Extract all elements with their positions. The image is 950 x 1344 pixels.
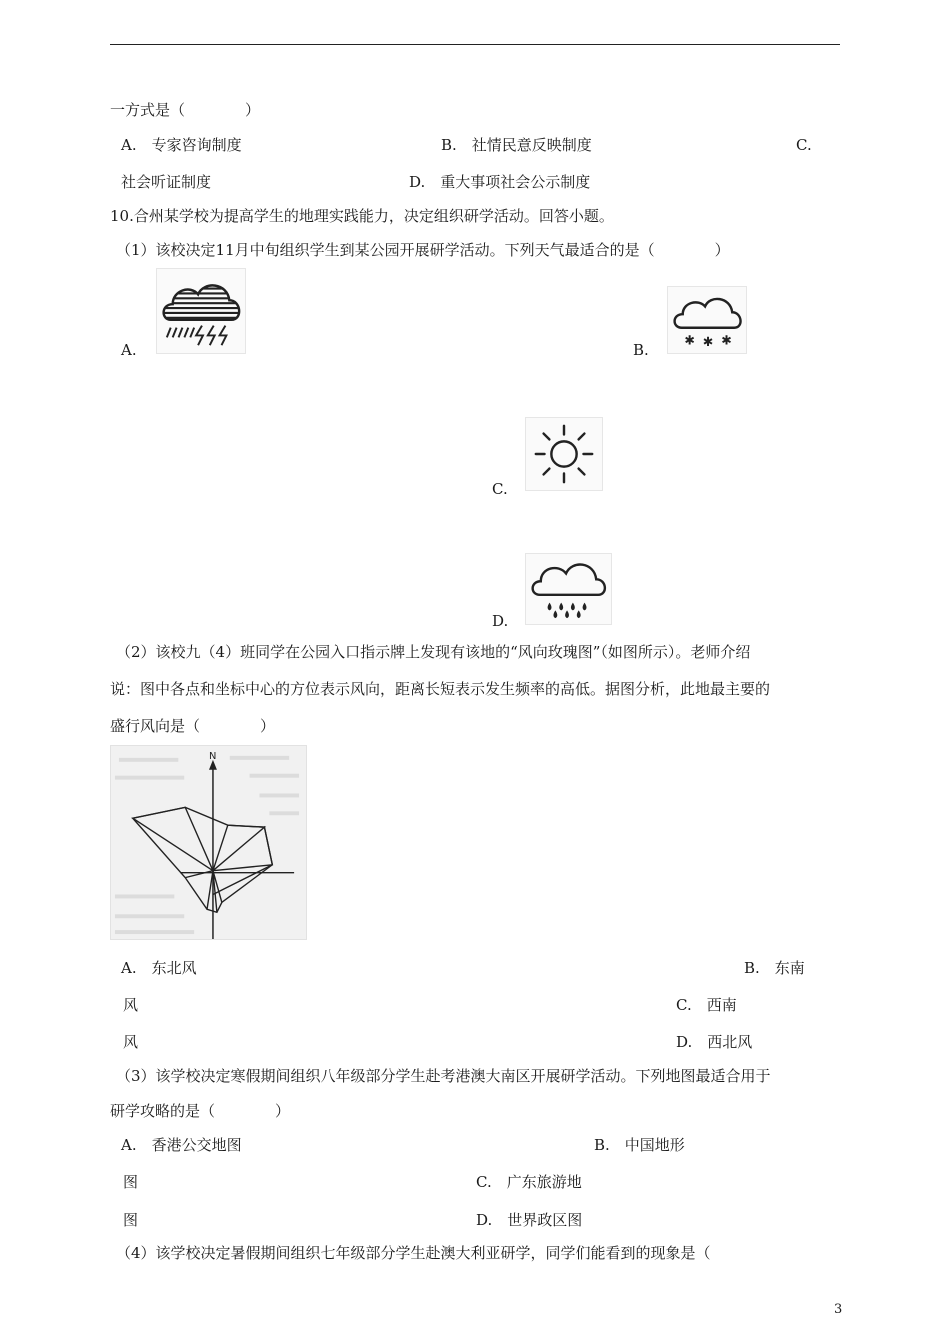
q9-option-b: B. 社情民意反映制度 [441, 136, 592, 154]
sub2-option-d: D. 西北风 [676, 1033, 753, 1051]
thunderstorm-icon [156, 268, 246, 354]
rain-icon [525, 553, 612, 625]
wind-rose-figure [110, 745, 307, 940]
sub2-option-b-end: 风 [123, 996, 139, 1014]
page-number: 3 [834, 1302, 843, 1317]
sub3-option-b-start: B. 中国地形 [594, 1136, 685, 1154]
q9-option-c-text: 社会听证制度 [121, 173, 212, 191]
sub3-option-d: D. 世界政区图 [476, 1211, 583, 1229]
sub1-label-d: D. [492, 612, 509, 630]
sub3-option-b-end: 图 [123, 1173, 139, 1191]
q10-sub4-question: （4）该学校决定暑假期间组织七年级部分学生赴澳大利亚研学，同学们能看到的现象是（ [116, 1244, 711, 1262]
q9-option-a: A. 专家咨询制度 [121, 136, 242, 154]
svg-text:✱: ✱ [721, 332, 732, 348]
sub1-label-c: C. [492, 480, 508, 498]
sub2-option-b-start: B. 东南 [744, 959, 805, 977]
q10-sub1-question: （1）该校决定11月中旬组织学生到某公园开展研学活动。下列天气最适合的是（ ） [116, 241, 730, 259]
sub3-option-a: A. 香港公交地图 [121, 1136, 242, 1154]
q9-option-c-letter: C. [796, 136, 812, 154]
sub3-option-c-end: 图 [123, 1211, 139, 1229]
q10-sub2-line1: （2）该校九（4）班同学在公园入口指示牌上发现有该地的“风向玫瑰图”（如图所示）。老师介绍 [116, 643, 751, 661]
snow-icon [667, 286, 747, 354]
q9-stem-end: 一方式是（ ） [110, 101, 261, 119]
sub3-option-c-start: C. 广东旅游地 [476, 1173, 582, 1191]
q10-sub2-line2: 说：图中各点和坐标中心的方位表示风向，距离长短表示发生频率的高低。据图分析，此地最主要的 [110, 680, 771, 698]
sub2-option-c-start: C. 西南 [676, 996, 737, 1014]
wind-rose-north-label: N [208, 750, 217, 762]
svg-text:✱: ✱ [684, 332, 695, 348]
sunny-icon [525, 417, 603, 491]
q10-sub3-line1: （3）该学校决定寒假期间组织八年级部分学生赴考港澳大南区开展研学活动。下列地图最适合用于 [116, 1067, 771, 1085]
q10-sub2-line3: 盛行风向是（ ） [110, 717, 276, 735]
sub2-option-c-end: 风 [123, 1033, 139, 1051]
sub2-option-a: A. 东北风 [121, 959, 197, 977]
svg-text:✱: ✱ [702, 334, 714, 350]
header-rule [110, 44, 840, 45]
q9-option-d: D. 重大事项社会公示制度 [409, 173, 591, 191]
sub1-label-a: A. [121, 341, 137, 359]
sub1-label-b: B. [633, 341, 649, 359]
q10-stem: 10.合州某学校为提高学生的地理实践能力，决定组织研学活动。回答小题。 [110, 207, 614, 225]
q10-sub3-line2: 研学攻略的是（ ） [110, 1102, 291, 1120]
